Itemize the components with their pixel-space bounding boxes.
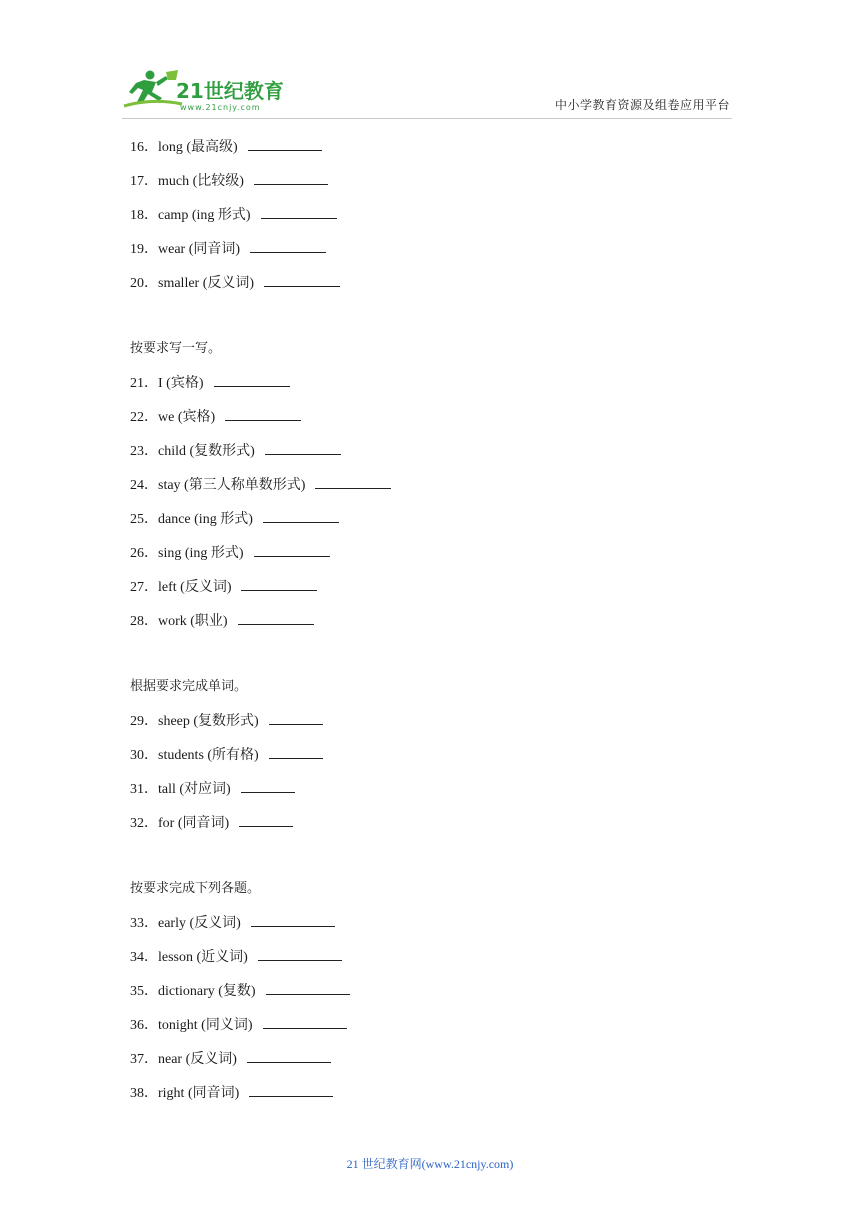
question-prompt: smaller (反义词) [158,276,255,291]
answer-blank[interactable] [258,948,342,961]
question-prompt: long (最高级) [158,140,238,155]
question-number: 34． [130,950,158,965]
question-prompt: I (宾格) [158,376,204,391]
answer-blank[interactable] [251,914,335,927]
section-title: 按要求完成下列各题。 [130,881,261,896]
answer-blank[interactable] [264,274,340,287]
question-number: 19． [130,242,158,257]
question-number: 25． [130,512,158,527]
question-item [130,814,293,833]
question-number: 32． [130,816,158,831]
answer-blank[interactable] [263,1016,347,1029]
answer-blank[interactable] [249,1084,333,1097]
answer-blank[interactable] [241,578,317,591]
question-number: 33． [130,916,158,931]
question-prompt: left (反义词) [158,580,232,595]
question-number: 21． [130,376,158,391]
question-prompt: dictionary (复数) [158,984,256,999]
question-prompt: dance (ing 形式) [158,512,253,527]
question-prompt: lesson (近义词) [158,950,248,965]
svg-text:www.21cnjy.com: www.21cnjy.com [180,103,261,112]
answer-blank[interactable] [269,712,323,725]
question-number: 35． [130,984,158,999]
question-number: 22． [130,410,158,425]
answer-blank[interactable] [269,746,323,759]
question-prompt: for (同音词) [158,816,230,831]
question-prompt: right (同音词) [158,1086,240,1101]
answer-blank[interactable] [261,206,337,219]
answer-blank[interactable] [241,780,295,793]
question-item [130,374,290,393]
answer-blank[interactable] [315,476,391,489]
answer-blank[interactable] [225,408,301,421]
question-number: 16． [130,140,158,155]
question-number: 20． [130,276,158,291]
answer-blank[interactable] [263,510,339,523]
question-item [130,712,323,731]
question-prompt: sing (ing 形式) [158,546,244,561]
question-prompt: tall (对应词) [158,782,231,797]
question-prompt: stay (第三人称单数形式) [158,478,306,493]
question-item [130,780,295,799]
question-item [130,914,335,933]
question-item [130,274,340,293]
question-item [130,1050,331,1069]
question-number: 31． [130,782,158,797]
page-header [0,0,860,130]
answer-blank[interactable] [254,172,328,185]
question-item [130,206,337,225]
section-title: 按要求写一写。 [130,341,222,356]
section-title: 根据要求完成单词。 [130,679,248,694]
question-number: 29． [130,714,158,729]
answer-blank[interactable] [239,814,293,827]
footer-link[interactable]: 21 世纪教育网(www.21cnjy.com) [346,1157,514,1171]
question-item [130,612,314,631]
question-number: 37． [130,1052,158,1067]
svg-text:21世纪教育: 21世纪教育 [176,79,284,103]
question-prompt: work (职业) [158,614,228,629]
answer-blank[interactable] [248,138,322,151]
question-item [130,746,323,765]
question-number: 30． [130,748,158,763]
question-prompt: sheep (复数形式) [158,714,259,729]
question-number: 18． [130,208,158,223]
question-prompt: early (反义词) [158,916,241,931]
question-prompt: we (宾格) [158,410,216,425]
question-number: 26． [130,546,158,561]
question-item [130,544,330,563]
question-number: 24． [130,478,158,493]
question-prompt: near (反义词) [158,1052,237,1067]
question-prompt: camp (ing 形式) [158,208,251,223]
question-prompt: students (所有格) [158,748,259,763]
question-item [130,948,342,967]
question-item [130,442,341,461]
question-item [130,408,301,427]
platform-tagline: 中小学教育资源及组卷应用平台 [554,98,730,112]
question-item [130,1016,347,1035]
question-item [130,476,391,495]
answer-blank[interactable] [238,612,314,625]
answer-blank[interactable] [254,544,330,557]
question-number: 23． [130,444,158,459]
answer-blank[interactable] [250,240,326,253]
question-item [130,982,350,1001]
answer-blank[interactable] [214,374,290,387]
answer-blank[interactable] [266,982,350,995]
question-item [130,172,328,191]
question-number: 27． [130,580,158,595]
site-logo[interactable] [122,68,292,114]
question-item [130,578,317,597]
question-prompt: much (比较级) [158,174,244,189]
runner-logo-icon [122,68,292,114]
header-divider [122,118,732,119]
question-number: 38． [130,1086,158,1101]
question-prompt: wear (同音词) [158,242,241,257]
question-item [130,1084,333,1103]
question-item [130,240,326,259]
question-prompt: child (复数形式) [158,444,255,459]
answer-blank[interactable] [265,442,341,455]
question-item [130,510,339,529]
question-number: 28． [130,614,158,629]
question-number: 36． [130,1018,158,1033]
question-item [130,138,322,157]
question-prompt: tonight (同义词) [158,1018,253,1033]
answer-blank[interactable] [247,1050,331,1063]
question-number: 17． [130,174,158,189]
